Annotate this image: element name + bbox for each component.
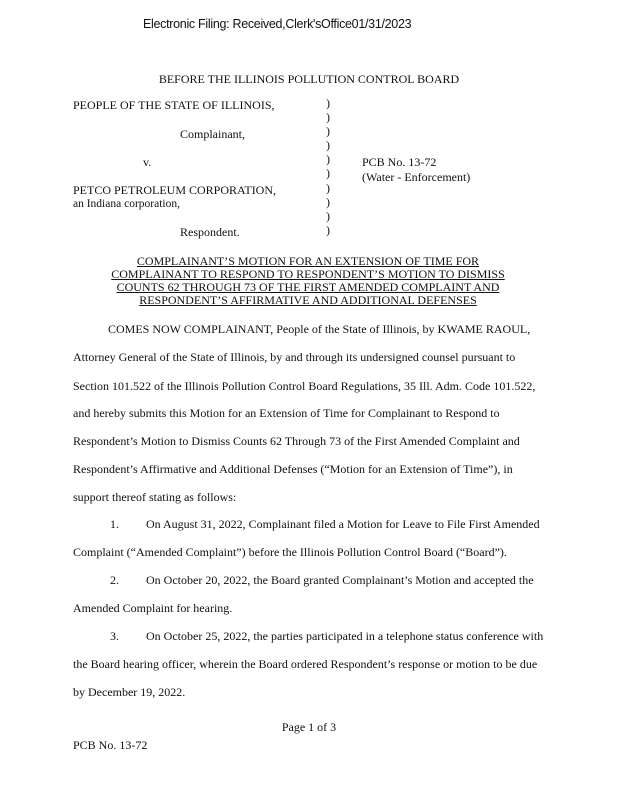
intro-line: Attorney General of the State of Illinois, by and through its undersigned counsel pursuant to: [73, 350, 516, 364]
paragraph-line: Complaint (“Amended Complaint”) before the Illinois Pollution Control Board (“Board”).: [73, 545, 507, 559]
motion-title-line: RESPONDENT’S AFFIRMATIVE AND ADDITIONAL DEFENSES: [139, 293, 477, 307]
intro-line: and hereby submits this Motion for an Extension of Time for Complainant to Respond to: [73, 406, 500, 420]
board-title: BEFORE THE ILLINOIS POLLUTION CONTROL BOARD: [158, 72, 460, 86]
case-type: (Water - Enforcement): [362, 170, 471, 184]
motion-title: [80, 255, 536, 307]
caption-paren: ): [326, 180, 330, 195]
footer-case-reference: PCB No. 13-72: [73, 738, 148, 752]
paragraph-number: 3.: [110, 629, 119, 643]
intro-line: Respondent’s Affirmative and Additional Defenses (“Motion for an Extension of Time”), in: [73, 462, 513, 476]
motion-title-line: COMPLAINANT TO RESPOND TO RESPONDENT’S MOTION TO DISMISS: [111, 267, 505, 281]
paragraph-number: 2.: [110, 573, 119, 587]
caption-paren: ): [326, 110, 330, 125]
plaintiff-name: PEOPLE OF THE STATE OF ILLINOIS,: [73, 98, 275, 112]
caption-paren: ): [326, 222, 330, 237]
paragraph-line: Amended Complaint for hearing.: [73, 601, 233, 615]
defendant-role: Respondent.: [180, 225, 240, 239]
paragraph-line: On October 20, 2022, the Board granted Complainant’s Motion and accepted the: [146, 573, 534, 587]
defendant-description: an Indiana corporation,: [73, 198, 180, 210]
caption-paren: ): [326, 96, 330, 110]
efiling-stamp: Electronic Filing: Received,Clerk'sOffice01/31/2023: [143, 17, 412, 31]
plaintiff-role: Complainant,: [180, 127, 245, 141]
caption-paren: ): [326, 194, 330, 209]
paragraph-line: by December 19, 2022.: [73, 685, 186, 699]
intro-line: Section 101.522 of the Illinois Pollution Control Board Regulations, 35 Ill. Adm. Code 101.522,: [73, 379, 536, 393]
caption-parentheses: [326, 96, 336, 237]
paragraph-line: On October 25, 2022, the parties participated in a telephone status conference with: [146, 629, 544, 643]
page-number: Page 1 of 3: [281, 720, 337, 734]
defendant-name: PETCO PETROLEUM CORPORATION,: [73, 183, 277, 197]
case-number: PCB No. 13-72: [362, 155, 437, 169]
motion-title-line: COMPLAINANT’S MOTION FOR AN EXTENSION OF TIME FOR: [136, 254, 480, 268]
caption-paren: ): [326, 208, 330, 223]
intro-line: support thereof stating as follows:: [73, 490, 237, 504]
caption-paren: ): [326, 138, 330, 153]
paragraph-line: On August 31, 2022, Complainant filed a Motion for Leave to File First Amended: [146, 517, 540, 531]
caption-paren: ): [326, 166, 330, 181]
paragraph-line: the Board hearing officer, wherein the Board ordered Respondent’s response or motion to be due: [73, 657, 538, 671]
intro-line: Respondent’s Motion to Dismiss Counts 62 Through 73 of the First Amended Complaint and: [73, 434, 520, 448]
paragraph-number: 1.: [110, 517, 119, 531]
intro-line: COMES NOW COMPLAINANT, People of the State of Illinois, by KWAME RAOUL,: [108, 322, 531, 336]
versus: v.: [143, 155, 152, 169]
motion-title-line: COUNTS 62 THROUGH 73 OF THE FIRST AMENDED COMPLAINT AND: [116, 280, 500, 294]
caption-paren: ): [326, 124, 330, 139]
caption-paren: ): [326, 152, 330, 167]
